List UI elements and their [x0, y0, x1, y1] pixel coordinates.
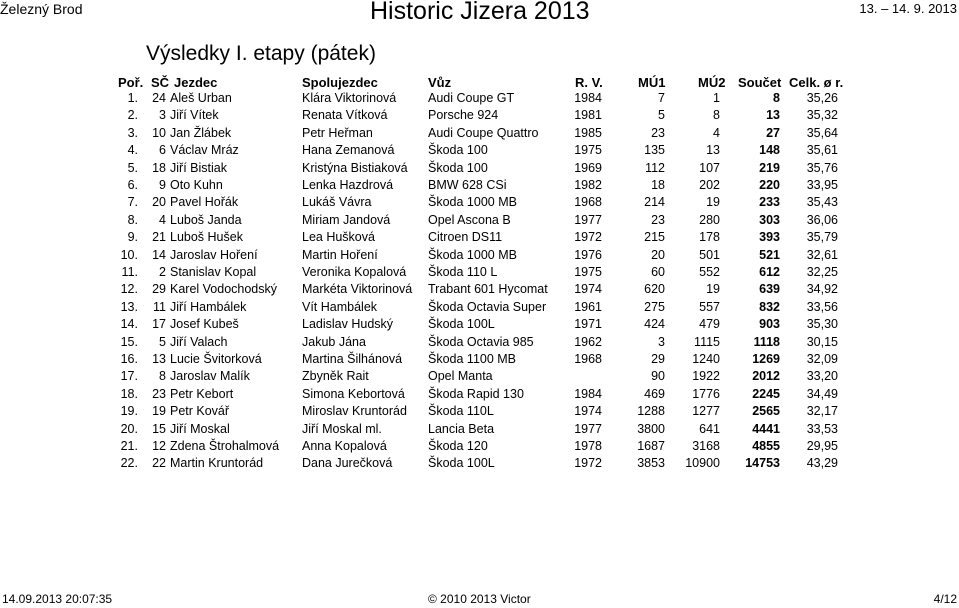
- cell-mu1: 23: [651, 212, 665, 227]
- cell-year: 1977: [574, 421, 602, 436]
- cell-codriver: Lea Hušková: [302, 230, 375, 245]
- cell-mu2: 178: [699, 230, 720, 245]
- cell-mu2: 501: [699, 247, 720, 262]
- cell-mu2: 8: [713, 108, 720, 123]
- cell-total: 14753: [745, 456, 780, 471]
- cell-total: 639: [759, 282, 780, 297]
- cell-driver: Martin Kruntorád: [170, 456, 264, 471]
- col-header-codriver: Spolujezdec: [302, 75, 378, 90]
- cell-codriver: Dana Jurečková: [302, 456, 393, 471]
- cell-mu2: 1922: [692, 369, 720, 384]
- cell-mu2: 107: [699, 160, 720, 175]
- cell-car: Škoda 1000 MB: [428, 195, 517, 210]
- cell-mu1: 424: [644, 317, 665, 332]
- cell-mu1: 20: [651, 247, 665, 262]
- cell-driver: Stanislav Kopal: [170, 265, 257, 279]
- cell-start-number: 15: [152, 421, 166, 436]
- col-header-avg: Celk. ø r.: [789, 75, 844, 90]
- cell-year: 1968: [574, 352, 602, 366]
- cell-codriver: Jakub Jána: [302, 334, 366, 349]
- cell-mu1: 135: [644, 143, 665, 158]
- cell-start-number: 12: [152, 439, 166, 453]
- cell-driver: Karel Vodochodský: [170, 282, 278, 297]
- cell-rank: 9.: [127, 230, 138, 245]
- col-header-car: Vůz: [428, 75, 452, 90]
- cell-mu1: 3: [658, 334, 665, 349]
- cell-start-number: 4: [159, 212, 166, 227]
- cell-year: 1984: [574, 386, 602, 401]
- cell-driver: Jan Žlábek: [170, 125, 232, 140]
- cell-mu2: 202: [699, 178, 720, 192]
- cell-mu2: 13: [706, 143, 720, 158]
- cell-year: 1982: [574, 178, 602, 192]
- cell-year: 1978: [574, 439, 602, 453]
- results-heading: Výsledky I. etapy (pátek): [146, 42, 376, 65]
- cell-mu2: 19: [706, 282, 720, 297]
- cell-car: Škoda 100: [428, 143, 488, 158]
- cell-mu2: 1: [713, 91, 720, 105]
- cell-year: 1975: [574, 265, 602, 279]
- cell-year: 1971: [574, 317, 602, 332]
- cell-car: Audi Coupe Quattro: [428, 125, 539, 140]
- cell-codriver: Miriam Jandová: [302, 212, 391, 227]
- cell-codriver: Petr Heřman: [302, 125, 373, 140]
- cell-driver: Jaroslav Hoření: [170, 247, 258, 262]
- cell-car: Citroen DS11: [428, 230, 503, 245]
- cell-year: 1962: [574, 334, 602, 349]
- cell-start-number: 10: [152, 125, 166, 140]
- cell-start-number: 23: [152, 386, 166, 401]
- cell-avg: 35,43: [806, 195, 838, 210]
- cell-driver: Oto Kuhn: [170, 178, 223, 192]
- cell-mu2: 1240: [692, 352, 720, 366]
- cell-mu1: 214: [644, 195, 665, 210]
- cell-driver: Jiří Bistiak: [170, 160, 227, 175]
- cell-mu2: 557: [699, 299, 720, 314]
- cell-avg: 33,95: [806, 178, 838, 192]
- cell-driver: Jiří Hambálek: [170, 299, 247, 314]
- cell-car: Škoda Rapid 130: [428, 386, 524, 401]
- cell-year: 1984: [574, 91, 602, 105]
- cell-car: Opel Ascona B: [428, 212, 511, 227]
- col-header-total: Součet: [738, 75, 782, 90]
- cell-total: 393: [759, 230, 780, 245]
- cell-total: 219: [759, 160, 780, 175]
- cell-driver: Lucie Švitorková: [170, 352, 262, 366]
- cell-start-number: 18: [152, 160, 166, 175]
- cell-codriver: Lenka Hazdrová: [302, 178, 394, 192]
- cell-car: Škoda 120: [428, 439, 488, 453]
- cell-mu1: 112: [645, 160, 665, 175]
- cell-rank: 14.: [120, 317, 138, 332]
- cell-avg: 32,61: [806, 247, 838, 262]
- cell-avg: 33,20: [806, 369, 838, 384]
- cell-mu1: 29: [651, 352, 665, 366]
- cell-avg: 33,56: [806, 299, 838, 314]
- cell-car: Trabant 601 Hycomat: [428, 282, 548, 297]
- cell-mu2: 1776: [692, 386, 720, 401]
- cell-codriver: Martin Hoření: [302, 247, 378, 262]
- cell-codriver: Ladislav Hudský: [302, 317, 394, 332]
- col-header-start-number: SČ: [151, 75, 170, 90]
- cell-codriver: Renata Vítková: [302, 108, 388, 123]
- cell-mu1: 18: [651, 178, 665, 192]
- cell-avg: 35,76: [806, 160, 838, 175]
- cell-start-number: 24: [152, 91, 166, 105]
- col-header-year: R. V.: [575, 75, 603, 90]
- cell-start-number: 19: [152, 404, 166, 419]
- cell-avg: 35,79: [806, 230, 838, 245]
- cell-mu1: 3853: [637, 456, 665, 471]
- cell-start-number: 2: [159, 265, 166, 279]
- cell-mu1: 1687: [637, 439, 665, 453]
- cell-year: 1975: [574, 143, 602, 158]
- cell-codriver: Kristýna Bistiaková: [302, 160, 408, 175]
- cell-year: 1977: [574, 212, 602, 227]
- cell-year: 1969: [574, 160, 602, 175]
- cell-driver: Aleš Urban: [170, 91, 232, 105]
- cell-mu2: 552: [699, 265, 720, 279]
- cell-total: 4441: [752, 421, 780, 436]
- cell-mu2: 4: [713, 125, 720, 140]
- cell-car: Škoda 100L: [428, 456, 495, 471]
- cell-start-number: 11: [153, 299, 166, 314]
- cell-total: 2565: [752, 404, 780, 419]
- cell-rank: 22.: [120, 456, 138, 471]
- cell-driver: Luboš Hušek: [170, 230, 243, 245]
- cell-total: 220: [759, 178, 780, 192]
- cell-rank: 20.: [120, 421, 138, 436]
- cell-total: 832: [759, 299, 780, 314]
- cell-car: Škoda 110 L: [428, 265, 498, 279]
- cell-total: 521: [759, 247, 780, 262]
- cell-driver: Jiří Moskal: [170, 421, 230, 436]
- cell-avg: 35,30: [806, 317, 838, 332]
- cell-mu1: 7: [658, 91, 665, 105]
- cell-year: 1972: [574, 456, 602, 471]
- cell-total: 1269: [752, 352, 780, 366]
- cell-start-number: 29: [152, 282, 166, 297]
- cell-rank: 5.: [127, 160, 138, 175]
- cell-car: Audi Coupe GT: [428, 91, 515, 105]
- cell-total: 2012: [752, 369, 780, 384]
- cell-car: Lancia Beta: [428, 421, 495, 436]
- cell-mu2: 3168: [692, 439, 720, 453]
- col-header-mu1: MÚ1: [638, 75, 666, 90]
- cell-mu2: 10900: [685, 456, 720, 471]
- page-number: 4/12: [933, 592, 957, 606]
- cell-rank: 13.: [120, 299, 138, 314]
- cell-avg: 32,17: [806, 404, 838, 419]
- cell-avg: 29,95: [806, 439, 838, 453]
- cell-codriver: Klára Viktorinová: [302, 91, 397, 105]
- cell-year: 1968: [574, 195, 602, 210]
- cell-start-number: 14: [152, 247, 166, 262]
- cell-avg: 34,49: [806, 386, 838, 401]
- cell-rank: 18.: [120, 386, 138, 401]
- cell-codriver: Jiří Moskal ml.: [302, 421, 382, 436]
- cell-mu1: 215: [644, 230, 665, 245]
- cell-total: 1118: [753, 334, 780, 349]
- cell-car: Škoda 100L: [428, 317, 495, 332]
- cell-total: 2245: [752, 386, 780, 401]
- cell-total: 612: [759, 265, 780, 279]
- cell-rank: 2.: [127, 108, 138, 123]
- cell-codriver: Vít Hambálek: [302, 299, 378, 314]
- cell-mu1: 620: [644, 282, 665, 297]
- cell-avg: 35,61: [806, 143, 838, 158]
- cell-driver: Pavel Hořák: [170, 195, 239, 210]
- cell-codriver: Simona Kebortová: [302, 386, 405, 401]
- cell-rank: 21.: [120, 439, 138, 453]
- cell-driver: Václav Mráz: [170, 143, 239, 158]
- cell-year: 1974: [574, 282, 602, 297]
- cell-codriver: Zbyněk Rait: [302, 369, 369, 384]
- cell-year: 1981: [574, 108, 602, 123]
- event-date: 13. – 14. 9. 2013: [859, 1, 957, 16]
- cell-start-number: 8: [159, 369, 166, 384]
- cell-car: Porsche 924: [428, 108, 499, 123]
- cell-total: 27: [766, 125, 780, 140]
- cell-mu2: 1115: [694, 334, 720, 349]
- cell-avg: 30,15: [806, 334, 838, 349]
- copyright-text: © 2010 2013 Victor: [428, 592, 531, 606]
- cell-year: 1974: [574, 404, 602, 419]
- cell-mu2: 19: [706, 195, 720, 210]
- cell-start-number: 22: [152, 456, 166, 471]
- cell-year: 1972: [574, 230, 602, 245]
- col-header-driver: Jezdec: [174, 75, 218, 90]
- cell-driver: Josef Kubeš: [170, 317, 239, 332]
- cell-rank: 17.: [120, 369, 138, 384]
- cell-rank: 6.: [127, 178, 138, 192]
- cell-total: 4855: [752, 439, 780, 453]
- cell-total: 148: [759, 143, 780, 158]
- cell-total: 233: [759, 195, 780, 210]
- cell-rank: 19.: [120, 404, 138, 419]
- cell-avg: 35,64: [806, 125, 838, 140]
- cell-total: 8: [773, 91, 780, 105]
- cell-rank: 1.: [127, 91, 138, 105]
- cell-avg: 32,25: [806, 265, 838, 279]
- cell-avg: 35,32: [806, 108, 838, 123]
- cell-mu1: 5: [658, 108, 665, 123]
- cell-avg: 32,09: [806, 352, 838, 366]
- cell-start-number: 9: [159, 178, 166, 192]
- cell-rank: 4.: [127, 143, 138, 158]
- cell-codriver: Markéta Viktorinová: [302, 282, 413, 297]
- cell-car: BMW 628 CSi: [428, 178, 507, 192]
- cell-avg: 43,29: [806, 456, 838, 471]
- cell-codriver: Martina Šilhánová: [302, 352, 403, 366]
- cell-car: Škoda 110L: [428, 404, 494, 419]
- print-timestamp: 14.09.2013 20:07:35: [2, 592, 113, 606]
- cell-total: 13: [766, 108, 780, 123]
- cell-car: Škoda Octavia 985: [428, 334, 534, 349]
- cell-mu1: 3800: [637, 421, 665, 436]
- cell-avg: 34,92: [806, 282, 838, 297]
- cell-car: Škoda 1000 MB: [428, 247, 517, 262]
- cell-car: Škoda 1100 MB: [428, 352, 517, 366]
- cell-rank: 7.: [127, 195, 138, 210]
- cell-year: 1985: [574, 125, 602, 140]
- cell-driver: Jiří Vítek: [170, 108, 219, 123]
- cell-rank: 11.: [121, 265, 138, 279]
- cell-codriver: Veronika Kopalová: [302, 265, 407, 279]
- cell-driver: Petr Kebort: [170, 386, 234, 401]
- cell-rank: 16.: [120, 352, 138, 366]
- cell-total: 903: [759, 317, 780, 332]
- cell-mu2: 641: [699, 421, 720, 436]
- cell-codriver: Hana Zemanová: [302, 143, 395, 158]
- cell-driver: Jaroslav Malík: [170, 369, 250, 384]
- cell-rank: 15.: [120, 334, 138, 349]
- cell-mu1: 275: [644, 299, 665, 314]
- cell-mu1: 60: [651, 265, 665, 279]
- cell-avg: 35,26: [806, 91, 838, 105]
- cell-start-number: 5: [159, 334, 166, 349]
- cell-total: 303: [759, 212, 780, 227]
- cell-start-number: 21: [152, 230, 166, 245]
- cell-driver: Jiří Valach: [170, 334, 228, 349]
- cell-start-number: 20: [152, 195, 166, 210]
- cell-driver: Luboš Janda: [170, 212, 242, 227]
- cell-mu1: 23: [651, 125, 665, 140]
- cell-driver: Zdena Štrohalmová: [170, 439, 280, 453]
- cell-car: Škoda 100: [428, 160, 488, 175]
- cell-rank: 8.: [127, 212, 138, 227]
- col-header-rank: Poř.: [118, 75, 144, 90]
- cell-mu1: 469: [644, 386, 665, 401]
- cell-avg: 33,53: [806, 421, 838, 436]
- cell-start-number: 17: [152, 317, 166, 332]
- cell-mu1: 1288: [637, 404, 665, 419]
- cell-car: Škoda Octavia Super: [428, 299, 547, 314]
- cell-mu2: 479: [699, 317, 720, 332]
- col-header-mu2: MÚ2: [698, 75, 726, 90]
- cell-rank: 3.: [127, 125, 138, 140]
- cell-codriver: Miroslav Kruntorád: [302, 404, 407, 419]
- cell-rank: 10.: [120, 247, 138, 262]
- event-title: Historic Jizera 2013: [370, 0, 590, 25]
- cell-rank: 12.: [120, 282, 138, 297]
- cell-car: Opel Manta: [428, 369, 493, 384]
- cell-year: 1961: [574, 299, 602, 314]
- cell-codriver: Lukáš Vávra: [302, 195, 372, 210]
- cell-start-number: 6: [159, 143, 166, 158]
- cell-mu2: 1277: [692, 404, 720, 419]
- event-location: Železný Brod: [0, 1, 83, 17]
- cell-mu2: 280: [699, 212, 720, 227]
- cell-codriver: Anna Kopalová: [302, 439, 387, 453]
- cell-start-number: 3: [159, 108, 166, 123]
- cell-year: 1976: [574, 247, 602, 262]
- cell-avg: 36,06: [806, 212, 838, 227]
- cell-driver: Petr Kovář: [170, 404, 230, 419]
- cell-start-number: 13: [152, 352, 166, 366]
- cell-mu1: 90: [651, 369, 665, 384]
